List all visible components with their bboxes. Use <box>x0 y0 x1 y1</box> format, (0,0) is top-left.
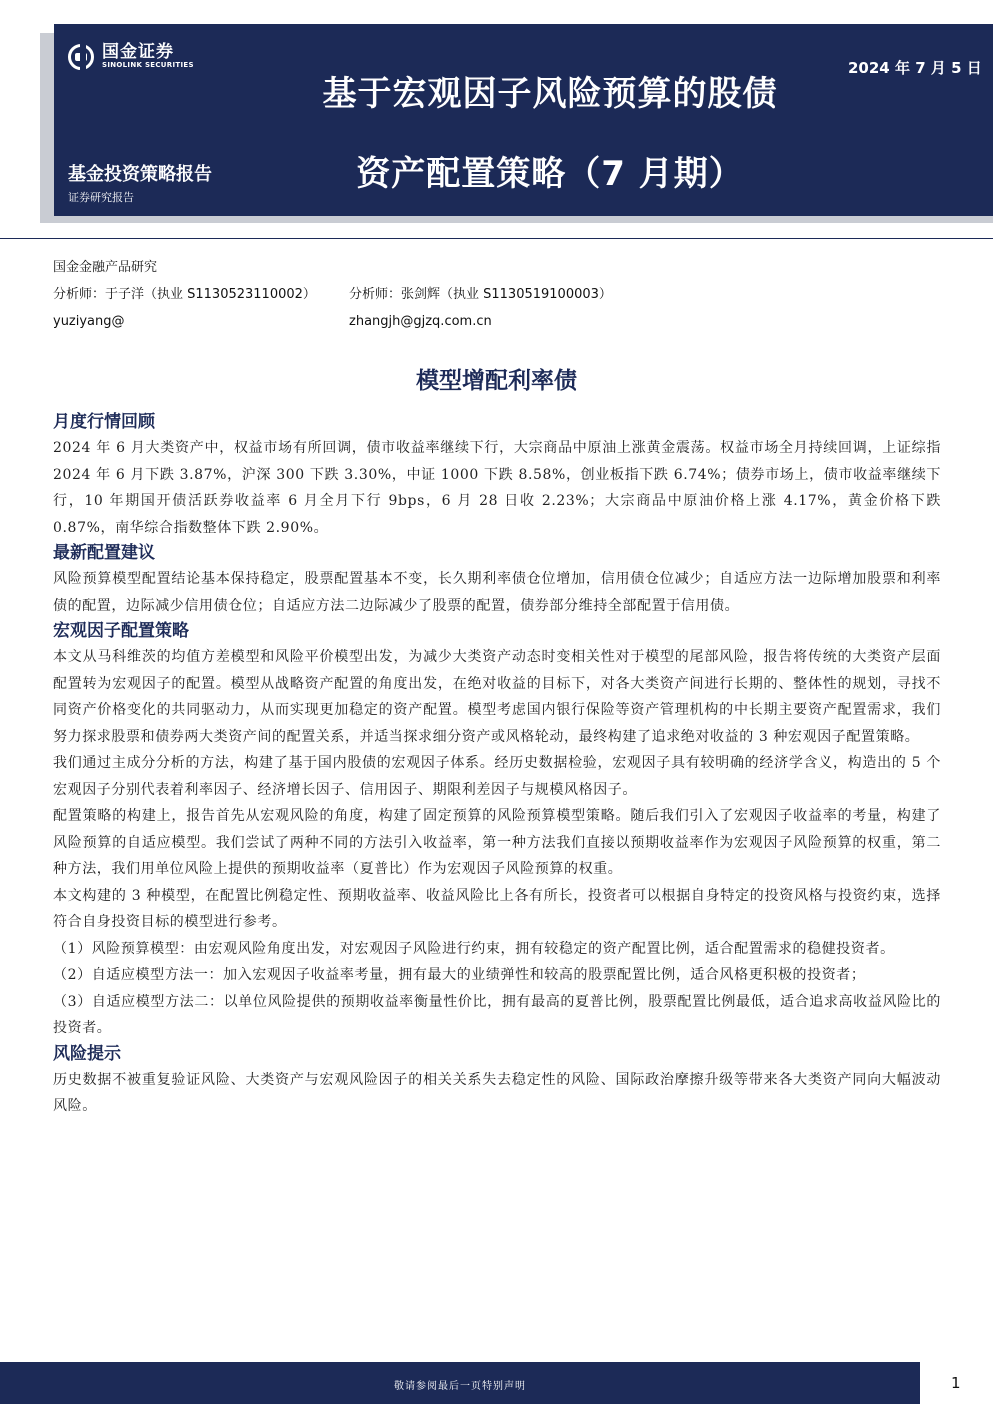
report-title-line1: 基于宏观因子风险预算的股债 <box>322 74 778 114</box>
logo-en-text: SINOLINK SECURITIES <box>102 61 194 70</box>
paragraph: （2）自适应模型方法一：加入宏观因子收益率考量，拥有最大的业绩弹性和较高的股票配置比例，适合风格更积极的投资者； <box>53 967 866 983</box>
analyst-1-email[interactable]: yuziyang@ <box>53 314 125 329</box>
paragraph: 2024 年 6 月大类资产中，权益市场有所回调，债市收益率继续下行，大宗商品中原油上涨黄金震荡。权益市场全月持续回调，上证综指 2024 年 6 月下跌 3.87%，沪深 300 下跌 3.30%，中证 1000 下跌 8.58%，创业板指下跌 6.74%；债券市场上，债市收益率继续下行，10 年期国开债活跃券收益率 6 月全月下行 9bps，6 月 28 日收 2.23%；大宗商品中原油价格上涨 4.17%，黄金价格下跌 0.87%，南华综合指数整体下跌 2.90%。 <box>53 440 941 536</box>
page-number: 1 <box>951 1374 961 1392</box>
research-dept: 国金金融产品研究 <box>53 260 158 275</box>
header-divider <box>0 238 993 239</box>
paragraph: 我们通过主成分分析的方法，构建了基于国内股债的宏观因子体系。经历史数据检验，宏观因子具有较明确的经济学含义，构造出的 5 个宏观因子分别代表着利率因子、经济增长因子、信用因子、期限利差因子与规模风格因子。 <box>53 755 941 798</box>
report-title-line2: 资产配置策略（7 月期） <box>356 154 744 194</box>
paragraph: 配置策略的构建上，报告首先从宏观风险的角度，构建了固定预算的风险预算模型策略。随后我们引入了宏观因子收益率的考量，构建了风险预算的自适应模型。我们尝试了两种不同的方法引入收益率，第一种方法我们直接以预期收益率作为宏观因子风险预算的权重，第二种方法，我们用单位风险上提供的预期收益率（夏普比）作为宏观因子风险预算的权重。 <box>53 808 941 877</box>
section-heading-market-review: 月度行情回顾 <box>53 412 155 432</box>
author-block <box>53 258 612 339</box>
paragraph: 风险预算模型配置结论基本保持稳定，股票配置基本不变，长久期利率债仓位增加，信用债仓位减少；自适应方法一边际增加股票和利率债的配置，边际减少信用债仓位；自适应方法二边际减少了股票的配置，债券部分维持全部配置于信用债。 <box>53 571 941 614</box>
section-heading-macro-strategy: 宏观因子配置策略 <box>53 621 189 641</box>
analyst-1: 分析师：于子洋（执业 S1130523110002） <box>53 287 316 302</box>
report-type: 基金投资策略报告 <box>68 164 212 185</box>
paragraph: 本文构建的 3 种模型，在配置比例稳定性、预期收益率、收益风险比上各有所长，投资者可以根据自身特定的投资风格与投资约束，选择符合自身投资目标的模型进行参考。 <box>53 887 941 930</box>
report-content <box>53 410 941 1120</box>
analyst-2: 分析师：张剑辉（执业 S1130519100003） <box>349 287 612 302</box>
main-title: 模型增配利率债 <box>416 368 577 394</box>
report-date: 2024 年 7 月 5 日 <box>848 59 982 77</box>
paragraph: 历史数据不被重复验证风险、大类资产与宏观风险因子的相关关系失去稳定性的风险、国际政治摩擦升级等带来各大类资产同向大幅波动风险。 <box>53 1071 941 1114</box>
paragraph: 本文从马科维茨的均值方差模型和风险平价模型出发，为减少大类资产动态时变相关性对于模型的尾部风险，报告将传统的大类资产层面配置转为宏观因子的配置。模型从战略资产配置的角度出发，在绝对收益的目标下，对各大类资产间进行长期的、整体性的规划，寻找不同资产价格变化的共同驱动力，从而实现更加稳定的资产配置。模型考虑国内银行保险等资产管理机构的中长期主要资产配置需求，我们努力探求股票和债券两大类资产间的配置关系，并适当探求细分资产或风格轮动，最终构建了追求绝对收益的 3 种宏观因子配置策略。 <box>53 649 941 745</box>
logo-cn-text: 国金证券 <box>102 42 174 63</box>
report-subtype: 证券研究报告 <box>68 191 134 204</box>
section-heading-allocation-advice: 最新配置建议 <box>53 543 155 563</box>
footer-disclaimer-note: 敬请参阅最后一页特别声明 <box>394 1381 526 1392</box>
section-heading-risk-warning: 风险提示 <box>53 1043 121 1064</box>
analyst-2-email[interactable]: zhangjh@gjzq.com.cn <box>349 314 492 329</box>
paragraph: （1）风险预算模型：由宏观风险角度出发，对宏观因子风险进行约束，拥有较稳定的资产配置比例，适合配置需求的稳健投资者。 <box>53 940 895 957</box>
paragraph: （3）自适应模型方法二：以单位风险提供的预期收益率衡量性价比，拥有最高的夏普比例，股票配置比例最低，适合追求高收益风险比的投资者。 <box>53 993 941 1036</box>
